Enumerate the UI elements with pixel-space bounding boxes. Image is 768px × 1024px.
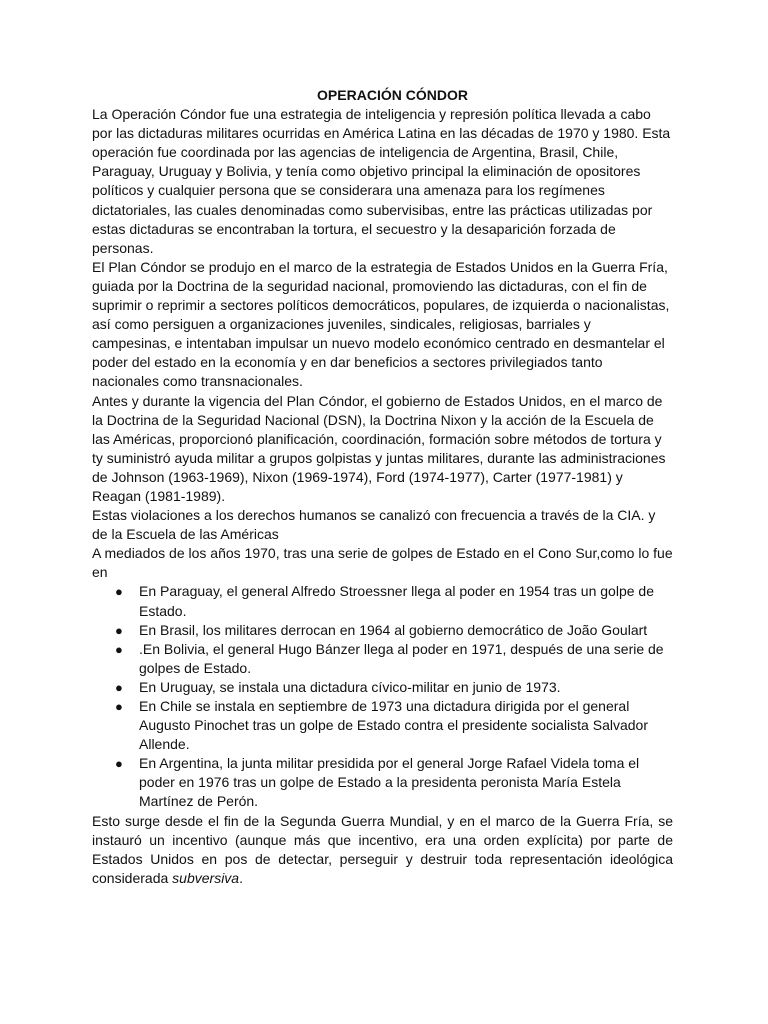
bullet-icon: ● [115, 699, 123, 714]
paragraph-plan-condor: El Plan Cóndor se produjo en el marco de la estrategia de Estados Unidos en la Guerra Fría, guiada por la Doctrina de la seguridad nacional, promoviendo las dictaduras, con el fin de suprimir o reprimir a sectores políticos democráticos, populares, de izquierda o nacionalistas, así como persiguen a organizaciones juveniles, sindicales, religiosas, barriales y campesinas, e intentaban impulsar un nuevo modelo económico centrado en desmantelar el poder del estado en la economía y en dar beneficios a sectores privilegiados tanto nacionales como transnacionales. [92, 258, 670, 390]
bullet-icon: ● [115, 641, 123, 657]
list-item [92, 754, 673, 811]
list-item-text: En Uruguay, se instala una dictadura cívico-militar en junio de 1973. [139, 678, 561, 695]
conclusion-text: Esto surge desde el fin de la Segunda Guerra Mundial, y en el marco de la Guerra Fría, se instauró un incentivo (aunque más que incentivo, era una orden explícita) por parte de Estados Unidos en pos de detectar, perseguir y destruir toda representación ideológica considerada [92, 812, 673, 886]
document-title: OPERACIÓN CÓNDOR [317, 87, 468, 103]
list-item-text: En Argentina, la junta militar presidida por el general Jorge Rafael Videla toma el poder en 1976 tras un golpe de Estado a la presidenta peronista María Estela Martínez de Perón. [139, 755, 640, 810]
list-item [92, 678, 673, 697]
bullet-icon: ● [115, 756, 123, 772]
paragraph-coups-intro: A mediados de los años 1970, tras una serie de golpes de Estado en el Cono Sur,como lo fue en [92, 545, 673, 581]
list-item [92, 582, 673, 620]
bullet-icon: ● [115, 622, 123, 638]
bullet-icon: ● [115, 584, 123, 600]
document-page [92, 86, 673, 888]
list-item-text: En Paraguay, el general Alfredo Stroessner llega al poder en 1954 tras un golpe de Estado. [139, 583, 654, 619]
conclusion-period: . [239, 869, 243, 886]
bullet-icon: ● [115, 679, 123, 695]
list-item-text: En Brasil, los militares derrocan en 1964 al gobierno democrático de João Goulart [139, 621, 648, 638]
list-item-text: .En Bolivia, el general Hugo Bánzer llega al poder en 1971, después de una serie de golpes de Estado. [139, 640, 664, 676]
list-item [92, 621, 673, 640]
list-item [92, 697, 673, 754]
paragraph-us-support: Antes y durante la vigencia del Plan Cóndor, el gobierno de Estados Unidos, en el marco de la Doctrina de la Seguridad Nacional (DSN), la Doctrina Nixon y la acción de la Escuela de las Américas, proporcionó planificación, coordinación, formación sobre métodos de tortura y ty suministró ayuda militar a grupos golpistas y juntas militares, durante las administraciones de Johnson (1963-1969), Nixon (1969-1974), Ford (1974-1977), Carter (1977-1981) y Reagan (1981-1989). [92, 392, 666, 504]
paragraph-intro: La Operación Cóndor fue una estrategia de inteligencia y represión política llevada a cabo por las dictaduras militares ocurridas en América Latina en las décadas de 1970 y 1980. Esta operación fue coordinada por las agencias de inteligencia de Argentina, Brasil, Chile, Paraguay, Uruguay y Bolivia, y tenía como objetivo principal la eliminación de opositores políticos y cualquier persona que se considerara una amenaza para los regímenes dictatoriales, las cuales denominadas como subervisibas, entre las prácticas utilizadas por estas dictaduras se encontraban la tortura, el secuestro y la desaparición forzada de personas. [92, 106, 671, 256]
list-item [92, 640, 673, 678]
paragraph-cia: Estas violaciones a los derechos humanos se canalizó con frecuencia a través de la CIA. y de la Escuela de las Américas [92, 507, 656, 543]
paragraph-conclusion [92, 812, 673, 888]
list-item-text: En Chile se instala en septiembre de 1973 una dictadura dirigida por el general Augusto Pinochet tras un golpe de Estado contra el presidente socialista Salvador Allende. [139, 698, 648, 753]
conclusion-italic-word: subversiva [172, 869, 240, 886]
coups-list [92, 582, 673, 811]
